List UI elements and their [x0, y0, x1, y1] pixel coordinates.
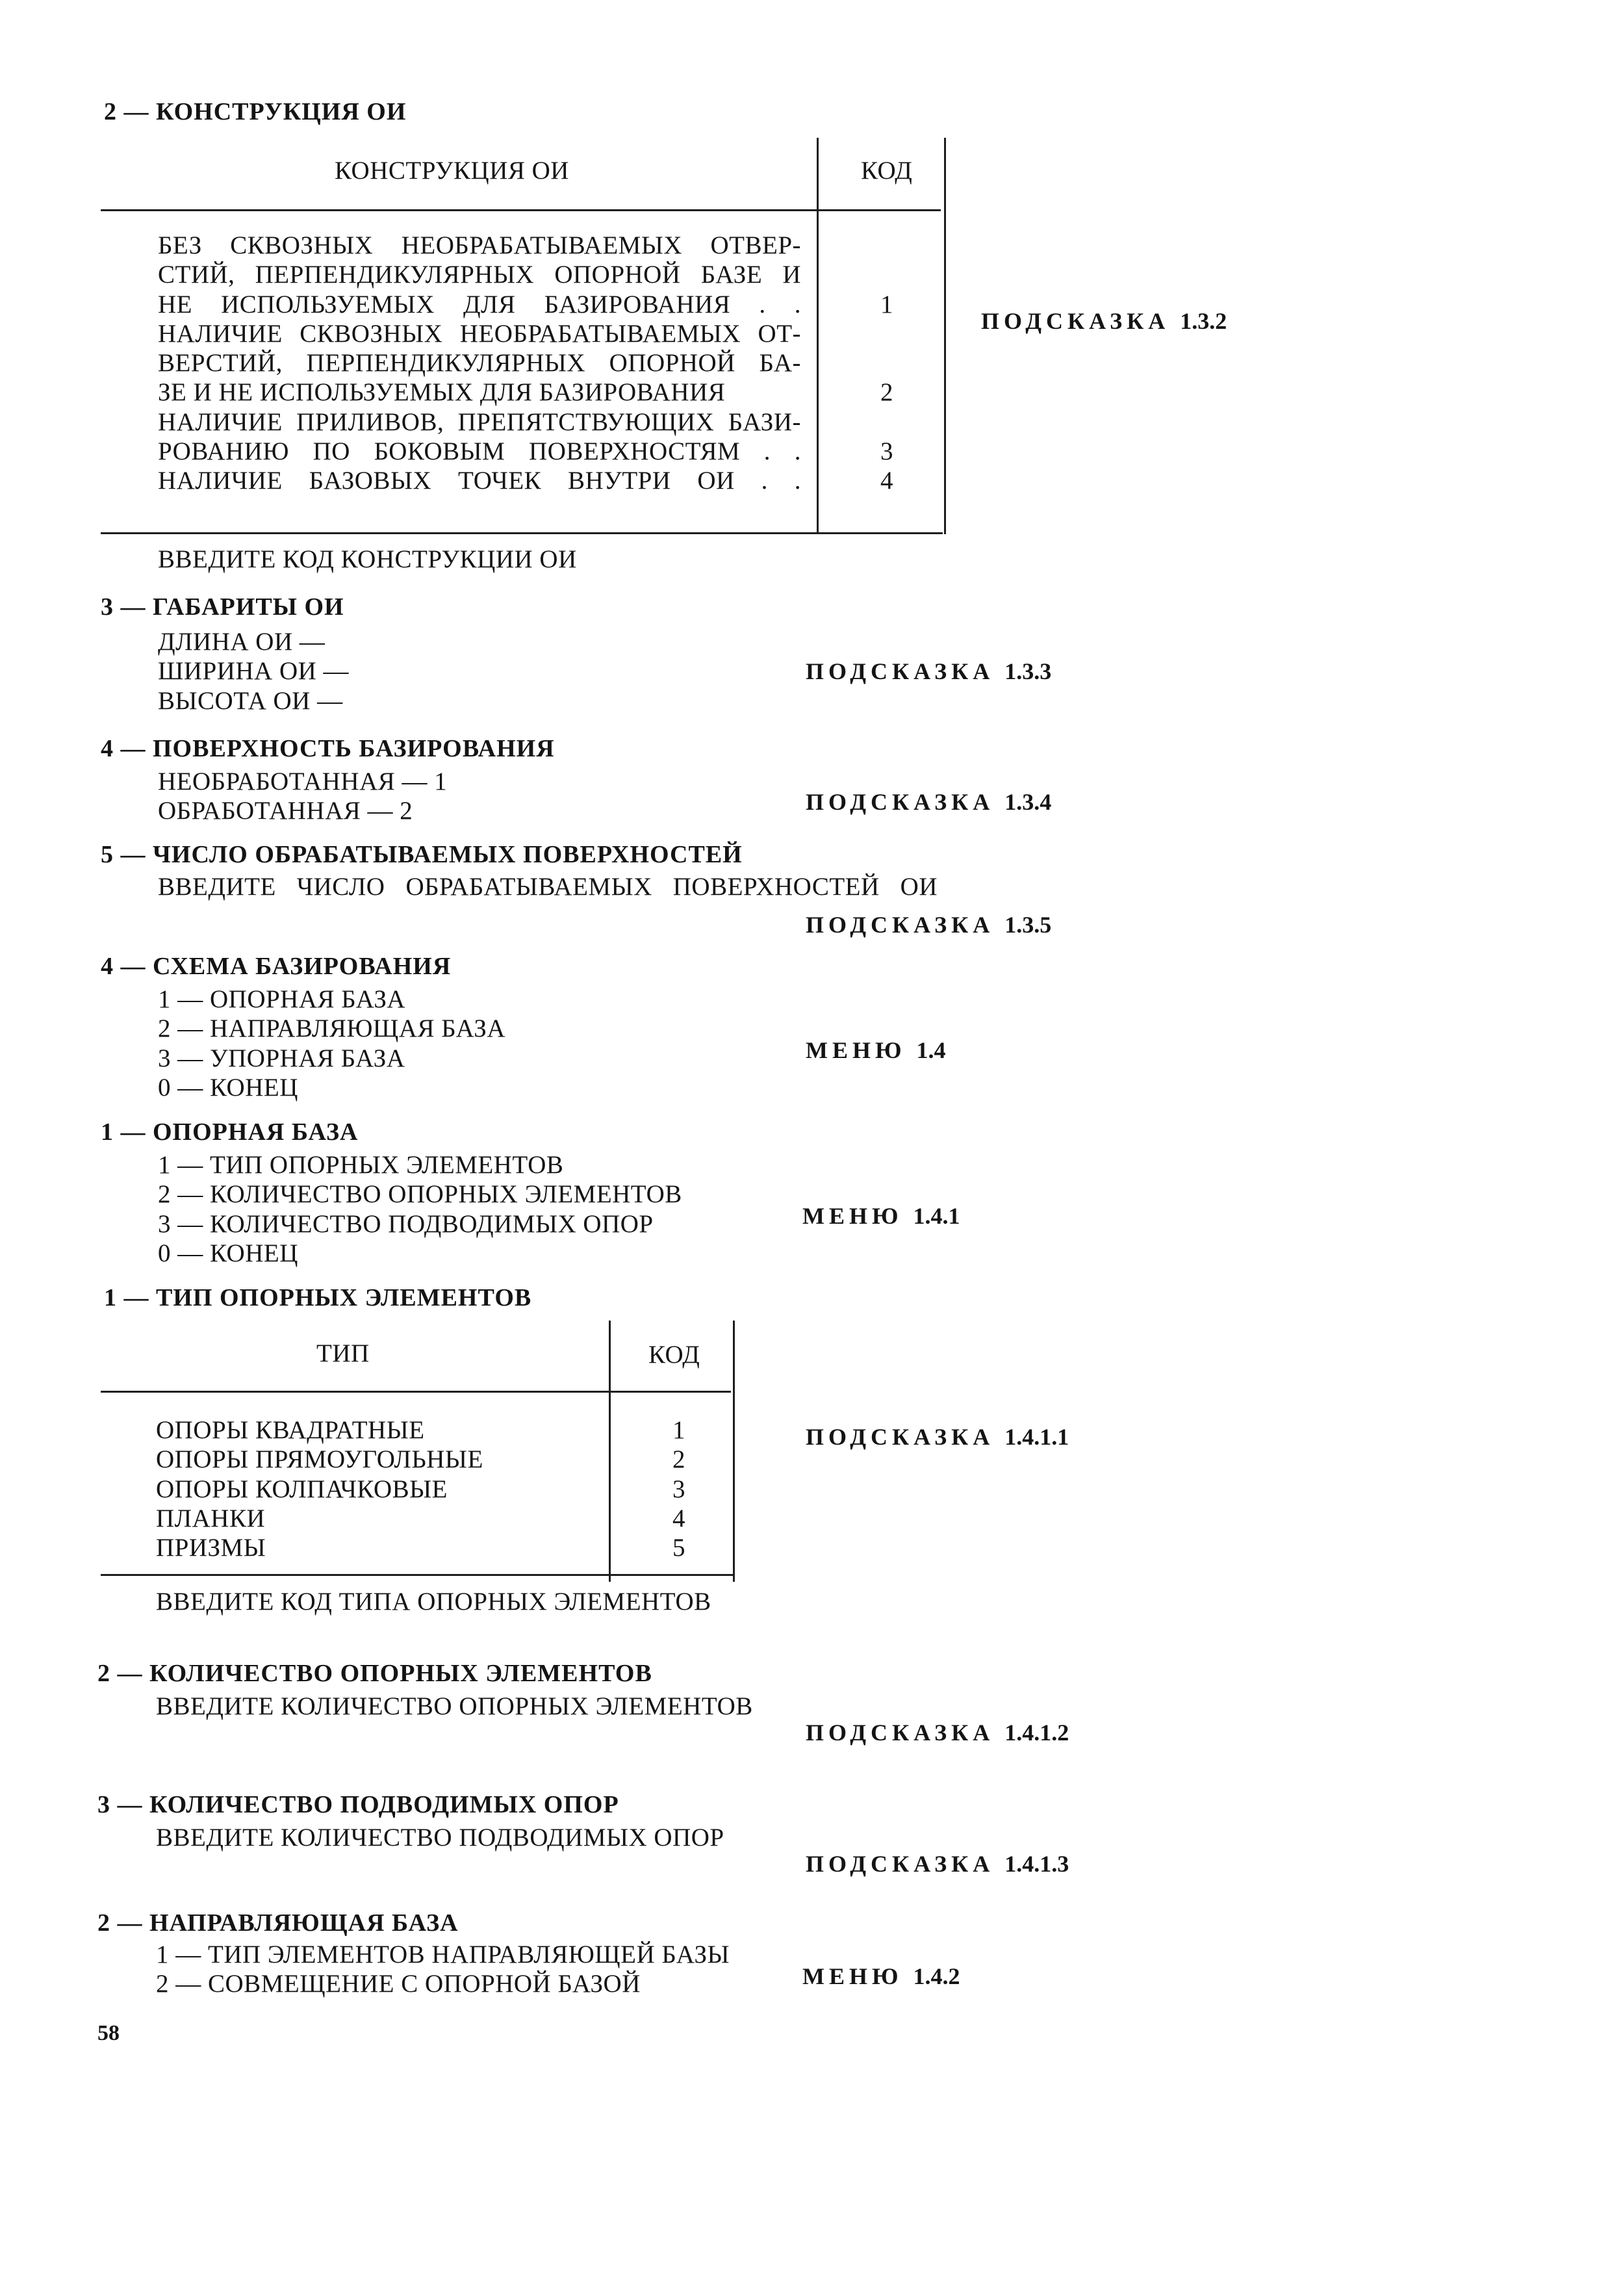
- menu-item-stop-base: 3 — УПОРНАЯ БАЗА: [158, 1044, 405, 1072]
- hint-label-1-4-1-3: ПОДСКАЗКА 1.4.1.3: [806, 1851, 1069, 1877]
- menu-item-guide-base: 2 — НАПРАВЛЯЮЩАЯ БАЗА: [158, 1014, 505, 1043]
- section-title-guide-base: 2 — НАПРАВЛЯЮЩАЯ БАЗА: [97, 1909, 459, 1937]
- menu-item-element-type: 1 — ТИП ОПОРНЫХ ЭЛЕМЕНТОВ: [158, 1151, 564, 1179]
- table2-divider: [609, 1321, 611, 1582]
- page-number: 58: [97, 2021, 120, 2045]
- table2-row-name: ОПОРЫ КВАДРАТНЫЕ: [156, 1416, 425, 1444]
- table1-line: НАЛИЧИЕ БАЗОВЫХ ТОЧЕК ВНУТРИ ОИ . .: [158, 467, 801, 495]
- table1-code: 1: [880, 290, 893, 318]
- table2-codes: [640, 1415, 718, 1562]
- table1-line: НАЛИЧИЕ ПРИЛИВОВ, ПРЕПЯТСТВУЮЩИХ БАЗИ-: [158, 407, 801, 436]
- table1-code: [845, 348, 929, 378]
- table1-line: СТИЙ, ПЕРПЕНДИКУЛЯРНЫХ ОПОРНОЙ БАЗЕ И: [158, 261, 801, 289]
- menu-item-end: 0 — КОНЕЦ: [158, 1073, 298, 1102]
- table1-code: 2: [880, 378, 893, 407]
- menu-label-1-4: МЕНЮ 1.4: [806, 1037, 946, 1063]
- table1-col-construction-header: КОНСТРУКЦИЯ ОИ: [335, 157, 569, 185]
- dimension-width: ШИРИНА ОИ —: [158, 657, 350, 686]
- table2-header-rule: [101, 1391, 731, 1393]
- hint-label-1-4-1-2: ПОДСКАЗКА 1.4.1.2: [806, 1720, 1069, 1746]
- guide-base-menu: [156, 1940, 730, 1999]
- table2-row-code: 1: [672, 1416, 685, 1444]
- hint-label-1-4-1-1: ПОДСКАЗКА 1.4.1.1: [806, 1424, 1069, 1450]
- section-title-base-scheme: 4 — СХЕМА БАЗИРОВАНИЯ: [101, 953, 452, 980]
- option-unprocessed: НЕОБРАБОТАННАЯ — 1: [158, 767, 448, 795]
- table2-types: [156, 1415, 483, 1562]
- menu-item-align-with-support: 2 — СОВМЕЩЕНИЕ С ОПОРНОЙ БАЗОЙ: [156, 1970, 641, 1998]
- hint-label-1-3-2: ПОДСКАЗКА 1.3.2: [981, 308, 1227, 334]
- section-title-dimensions: 3 — ГАБАРИТЫ ОИ: [101, 593, 344, 621]
- table2-row-code: 5: [672, 1534, 685, 1562]
- table2-row-name: ПЛАНКИ: [156, 1504, 266, 1532]
- table1-codes: [845, 231, 929, 496]
- section-title-construction: 2 — КОНСТРУКЦИЯ ОИ: [104, 98, 407, 125]
- table2-row-code: 3: [672, 1475, 685, 1503]
- table1-body: [158, 231, 801, 496]
- table1-code: [845, 260, 929, 289]
- table1-col-code-header: КОД: [861, 157, 913, 185]
- section-title-support-count: 3 — КОЛИЧЕСТВО ПОДВОДИМЫХ ОПОР: [97, 1791, 619, 1818]
- table2-row-code: 2: [672, 1445, 685, 1474]
- table1-code: [845, 407, 929, 437]
- option-processed: ОБРАБОТАННАЯ — 2: [158, 797, 413, 825]
- hint-label-1-3-4: ПОДСКАЗКА 1.3.4: [806, 789, 1052, 815]
- table2-prompt: ВВЕДИТЕ КОД ТИПА ОПОРНЫХ ЭЛЕМЕНТОВ: [156, 1588, 711, 1616]
- section-title-base-surface: 4 — ПОВЕРХНОСТЬ БАЗИРОВАНИЯ: [101, 735, 555, 762]
- table2-row-code: 4: [672, 1504, 685, 1532]
- section-title-element-count: 2 — КОЛИЧЕСТВО ОПОРНЫХ ЭЛЕМЕНТОВ: [97, 1660, 652, 1687]
- table2-row-name: ПРИЗМЫ: [156, 1534, 266, 1562]
- table1-code: [845, 319, 929, 348]
- table1-code: 3: [880, 437, 893, 466]
- processed-surfaces-prompt: ВВЕДИТЕ ЧИСЛО ОБРАБАТЫВАЕМЫХ ПОВЕРХНОСТЕЙ ОИ: [158, 873, 938, 901]
- table1-divider: [817, 138, 819, 534]
- element-count-prompt: ВВЕДИТЕ КОЛИЧЕСТВО ОПОРНЫХ ЭЛЕМЕНТОВ: [156, 1692, 753, 1720]
- dimension-length: ДЛИНА ОИ —: [158, 628, 326, 656]
- table1-line: ЗЕ И НЕ ИСПОЛЬЗУЕМЫХ ДЛЯ БАЗИРОВАНИЯ: [158, 378, 726, 407]
- table1-code: [845, 231, 929, 260]
- table1-code: 4: [880, 467, 893, 495]
- dimension-height: ВЫСОТА ОИ —: [158, 686, 343, 715]
- table2-col-code-header: КОД: [648, 1341, 700, 1369]
- support-base-menu: [158, 1150, 682, 1268]
- table1-line: НАЛИЧИЕ СКВОЗНЫХ НЕОБРАБАТЫВАЕМЫХ ОТ-: [158, 319, 801, 348]
- base-scheme-menu: [158, 985, 505, 1102]
- hint-label-1-3-3: ПОДСКАЗКА 1.3.3: [806, 658, 1052, 684]
- menu-item-support-base: 1 — ОПОРНАЯ БАЗА: [158, 985, 406, 1013]
- support-count-prompt: ВВЕДИТЕ КОЛИЧЕСТВО ПОДВОДИМЫХ ОПОР: [156, 1824, 724, 1851]
- table2-bottom-rule: [101, 1574, 734, 1576]
- dimensions-list: [158, 627, 349, 716]
- table2-right-border: [733, 1321, 735, 1582]
- table2-row-name: ОПОРЫ ПРЯМОУГОЛЬНЫЕ: [156, 1445, 483, 1474]
- section-title-support-element-type: 1 — ТИП ОПОРНЫХ ЭЛЕМЕНТОВ: [104, 1284, 532, 1311]
- table1-line: НЕ ИСПОЛЬЗУЕМЫХ ДЛЯ БАЗИРОВАНИЯ . .: [158, 290, 801, 318]
- table1-header-rule: [101, 209, 941, 211]
- menu-item-support-count: 3 — КОЛИЧЕСТВО ПОДВОДИМЫХ ОПОР: [158, 1209, 654, 1238]
- table1-bottom-rule: [101, 532, 943, 534]
- table1-line: БЕЗ СКВОЗНЫХ НЕОБРАБАТЫВАЕМЫХ ОТВЕР-: [158, 231, 801, 259]
- table2-col-type-header: ТИП: [316, 1339, 370, 1367]
- table1-right-border: [944, 138, 946, 534]
- menu-label-1-4-1: МЕНЮ 1.4.1: [802, 1203, 960, 1229]
- menu-item-guide-element-type: 1 — ТИП ЭЛЕМЕНТОВ НАПРАВЛЯЮЩЕЙ БАЗЫ: [156, 1941, 730, 1968]
- table2-row-name: ОПОРЫ КОЛПАЧКОВЫЕ: [156, 1475, 448, 1503]
- menu-item-element-count: 2 — КОЛИЧЕСТВО ОПОРНЫХ ЭЛЕМЕНТОВ: [158, 1180, 682, 1209]
- base-surface-options: [158, 767, 447, 826]
- table1-line: РОВАНИЮ ПО БОКОВЫМ ПОВЕРХНОСТЯМ . .: [158, 437, 801, 466]
- menu-label-1-4-2: МЕНЮ 1.4.2: [802, 1963, 960, 1989]
- section-title-processed-surfaces: 5 — ЧИСЛО ОБРАБАТЫВАЕМЫХ ПОВЕРХНОСТЕЙ: [101, 841, 743, 868]
- menu-item-end: 0 — КОНЕЦ: [158, 1239, 298, 1267]
- table1-line: ВЕРСТИЙ, ПЕРПЕНДИКУЛЯРНЫХ ОПОРНОЙ БА-: [158, 349, 801, 378]
- table1-prompt: ВВЕДИТЕ КОД КОНСТРУКЦИИ ОИ: [158, 545, 577, 573]
- hint-label-1-3-5: ПОДСКАЗКА 1.3.5: [806, 912, 1052, 938]
- section-title-support-base: 1 — ОПОРНАЯ БАЗА: [101, 1118, 359, 1146]
